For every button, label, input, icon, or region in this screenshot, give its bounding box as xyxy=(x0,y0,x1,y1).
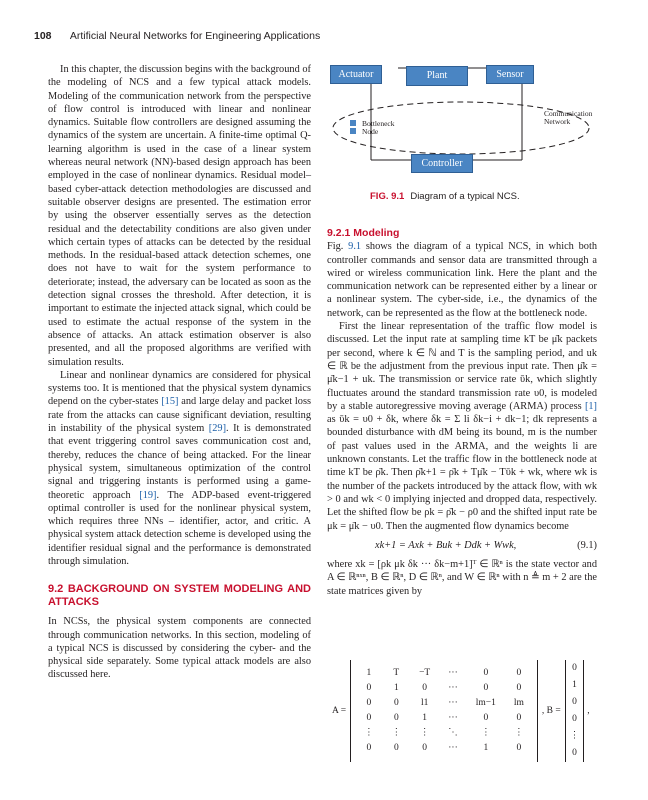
matrix-cell: 0 xyxy=(366,683,372,693)
figure-caption xyxy=(370,191,520,202)
section-heading xyxy=(48,583,311,609)
matrix-a-table xyxy=(355,666,533,756)
bottleneck-node-marker xyxy=(350,120,356,126)
bottleneck-node-marker xyxy=(350,128,356,134)
matrix-cell: ⋮ xyxy=(481,728,491,738)
matrix-b xyxy=(565,660,584,762)
section-number: 9.2 xyxy=(48,583,64,596)
matrix-cell: −T xyxy=(419,668,431,678)
matrix-layout xyxy=(331,660,591,762)
matrix-cell: 1 xyxy=(393,683,399,693)
matrix-row xyxy=(569,660,581,677)
text-run: and large delay and packet loss rate from the attacks can cause significant deviation, resulting in instability of the physical system xyxy=(48,396,312,435)
citation-link[interactable]: [1] xyxy=(584,400,597,412)
paragraph xyxy=(327,240,597,320)
left-column xyxy=(48,63,311,682)
citation-link[interactable]: [19] xyxy=(139,489,157,501)
communication-network-label: Communication Network xyxy=(544,109,593,126)
matrix-row xyxy=(569,711,581,728)
matrix-row xyxy=(569,728,581,745)
matrix-cell: 0 xyxy=(366,698,372,708)
sensor-box: Sensor xyxy=(486,65,534,84)
matrix-b-label: , B = xyxy=(541,706,561,716)
matrix-cell: 0 xyxy=(516,683,522,693)
section-title: BACKGROUND ON SYSTEM MODELING AND ATTACKS xyxy=(48,583,311,609)
matrix-cell: ⋮ xyxy=(569,731,580,741)
matrix-cell: lm xyxy=(513,698,524,708)
bottleneck-node-label: Bottleneck Node xyxy=(362,119,395,136)
matrix-cell: 0 xyxy=(516,743,522,753)
text-run: shows the diagram of a typical NCS, in which both controller commands and sensor data are transmitted through a wired or wireless communication link. Here the plant and the communication network can be represented either by a linear or a nonlinear system. The cyber-side, i.e., the dynamics of the network, can be represented as the flow at the bottleneck node. xyxy=(327,241,597,319)
text-run: . It is demonstrated that event triggering control saves communication cost and, thereby, reduces the chance of being attacked. For the linear physical system, simultaneous optimization of the control signal and triggering instants is performed using a game-theoretic approach xyxy=(48,423,311,501)
matrix-cell: ··· xyxy=(448,698,458,708)
matrix-row xyxy=(355,711,533,726)
matrix-cell: 0 xyxy=(393,713,399,723)
paragraph xyxy=(327,320,597,533)
matrix-b-table xyxy=(569,660,581,762)
equation-body: xk+1 = Axk + Buk + Ddk + Wwk, xyxy=(375,539,517,551)
text-run: Fig. xyxy=(327,241,349,253)
matrix-cell: 0 xyxy=(366,713,372,723)
matrix-cell: ··· xyxy=(448,743,458,753)
matrix-row xyxy=(569,677,581,694)
matrix-cell: 1 xyxy=(483,743,489,753)
plant-box: Plant xyxy=(406,66,468,86)
matrix-row xyxy=(569,745,581,762)
matrix-cell: l1 xyxy=(420,698,429,708)
matrix-cell: 0 xyxy=(422,683,428,693)
matrix-a xyxy=(351,660,538,762)
matrix-cell: 1 xyxy=(572,680,577,690)
matrix-trailing: , xyxy=(587,706,590,716)
text-run: as ῡk = υ0 + δk, where δk = Σ li δk−i + dk−1; dk represents a bounded disturbance with dM being its bound, m is the number of past values used in the ARMA, and the weights li are unknown constants. Let the traffic flow in the bottleneck node at time kT be ρ̄k. Then ρ̄k+1 = ρ̄k + Tμ̄k − Tῡk + wk, where wk is the number of the packets introduced by the attack flow, with wk > 0 and wk < 0 implying injected and dropped data, respectively. Let the shifted flow be ρk = ρ̄k − ρ0 and the shifted input rate be μk = μ̄k − υ0. Then the augmented flow dynamics become xyxy=(327,414,597,532)
matrix-row xyxy=(355,726,533,741)
matrix-row xyxy=(355,681,533,696)
matrix-cell: 0 xyxy=(516,713,522,723)
matrix-cell: ··· xyxy=(448,683,458,693)
matrix-cell: 0 xyxy=(393,743,399,753)
figure-caption-text: Diagram of a typical NCS. xyxy=(410,191,520,202)
text-run: First the linear representation of the traffic flow model is discussed. Let the input rate at sampling time kT be μ̄k packets per second, where k ∈ ℕ and T is the sampling period, and uk ∈ ℝ be the adjustment from the previous input rate. Then μ̄k = μ̄k−1 + uk. The transmission or service rate ῡk, which slightly fluctuates around the standard transmission rate υ0, is modeled by a stable autoregressive moving average (ARMA) process xyxy=(327,321,597,412)
matrix-cell: ··· xyxy=(448,713,458,723)
running-title: Artificial Neural Networks for Engineering Applications xyxy=(69,30,321,42)
subsection-number: 9.2.1 xyxy=(327,227,351,239)
figure-link[interactable]: 9.1 xyxy=(348,241,362,253)
running-header xyxy=(34,30,320,42)
matrix-cell: ⋮ xyxy=(419,728,430,738)
subsection-title: Modeling xyxy=(353,227,400,239)
subsection-heading xyxy=(327,227,597,240)
matrix-cell: 1 xyxy=(366,668,372,678)
matrix-cell: 0 xyxy=(572,748,577,758)
equation-9-1 xyxy=(327,539,597,552)
citation-link[interactable]: [15] xyxy=(161,396,179,408)
matrix-cell: 0 xyxy=(393,698,399,708)
matrix-row xyxy=(355,741,533,756)
matrix-cell: 0 xyxy=(572,697,577,707)
equation-number: (9.1) xyxy=(577,539,597,551)
matrix-cell: ⋮ xyxy=(391,728,402,738)
matrix-cell: 0 xyxy=(366,743,372,753)
matrix-cell: ⋱ xyxy=(448,728,458,738)
matrix-cell: 0 xyxy=(422,743,428,753)
text-run: Linear and nonlinear dynamics are considered for physical systems too. It is mentioned that the physical system dynamics depend on the cyber-states xyxy=(48,369,311,408)
matrix-cell: 0 xyxy=(483,668,489,678)
matrix-cell: 0 xyxy=(516,668,522,678)
matrix-row xyxy=(355,666,533,681)
page-number: 108 xyxy=(34,30,52,42)
matrix-cell: lm−1 xyxy=(475,698,496,708)
right-column xyxy=(327,227,597,598)
figure-label: FIG. 9.1 xyxy=(370,191,405,202)
matrix-cell: 0 xyxy=(483,683,489,693)
matrix-cell: 0 xyxy=(483,713,489,723)
matrix-row xyxy=(355,696,533,711)
matrix-cell: 0 xyxy=(572,714,577,724)
matrix-cell: 0 xyxy=(572,663,577,673)
citation-link[interactable]: [29] xyxy=(208,423,227,435)
matrix-cell: ⋮ xyxy=(514,728,524,738)
matrix-cell: ··· xyxy=(448,668,458,678)
matrix-cell: 1 xyxy=(422,713,428,723)
text-run: . The ADP-based event-triggered optimal controller is used for the nonlinear physical system, which requires three NNs – identifier, actor, and critic. A physical system attack detection scheme is developed using the identifier residual signal and the performance is demonstrated through simulation. xyxy=(48,489,311,567)
state-matrices xyxy=(331,660,591,762)
paragraph: where xk = [ρk μk δk ··· δk−m+1]ᵀ ∈ ℝⁿ is the state vector and A ∈ ℝⁿˣⁿ, B ∈ ℝⁿ, D ∈ ℝⁿ, and W ∈ ℝⁿ with n ≜ m + 2 are the state matrices given by xyxy=(327,559,597,597)
matrix-row xyxy=(569,694,581,711)
actuator-box: Actuator xyxy=(330,65,382,84)
paragraph: In this chapter, the discussion begins with the background of the modeling of NCS and a few typical attack models. Modeling of the communication network from the perspective of flow control is introduced with linear and nonlinear dynamics. Suitable flow controllers are designed assuming the dynamics of the system are uncertain. A finite-time optimal Q-learning algorithm is used in the case of a linear system whereas neural network (NN)-based design approach has been employed in the case of nonlinear dynamics. Residual model–based cyber-attack detection methodologies are discussed and suitable observer designs are presented. The estimation error by using the observer essentially serves as the detection residual and the detectability conditions are also given under which certain types of attacks can be detected by the residual methods. In the residual-based attack detection schemes, one does not have to wait for the system performance to deteriorate; instead, the adversary can be located as soon as the detection signal crosses the threshold. After detection, it is important to estimate the injected attack signal, which could be used to estimate the actual response of the system in the absence of attacks. An attack estimation observer is also presented, and all the proposed algorithms are verified with simulation results. xyxy=(48,64,311,368)
paragraph: In NCSs, the physical system components are connected through communication networks. In this section, modeling of a typical NCS is discussed by considering the cyber- and the physical side separately. Some typical attack models are also discussed here. xyxy=(48,616,311,681)
matrix-cell: ⋮ xyxy=(364,728,374,738)
matrix-cell: T xyxy=(393,668,400,678)
paragraph xyxy=(48,369,311,568)
matrix-a-label: A = xyxy=(332,706,347,716)
controller-box: Controller xyxy=(411,154,473,173)
